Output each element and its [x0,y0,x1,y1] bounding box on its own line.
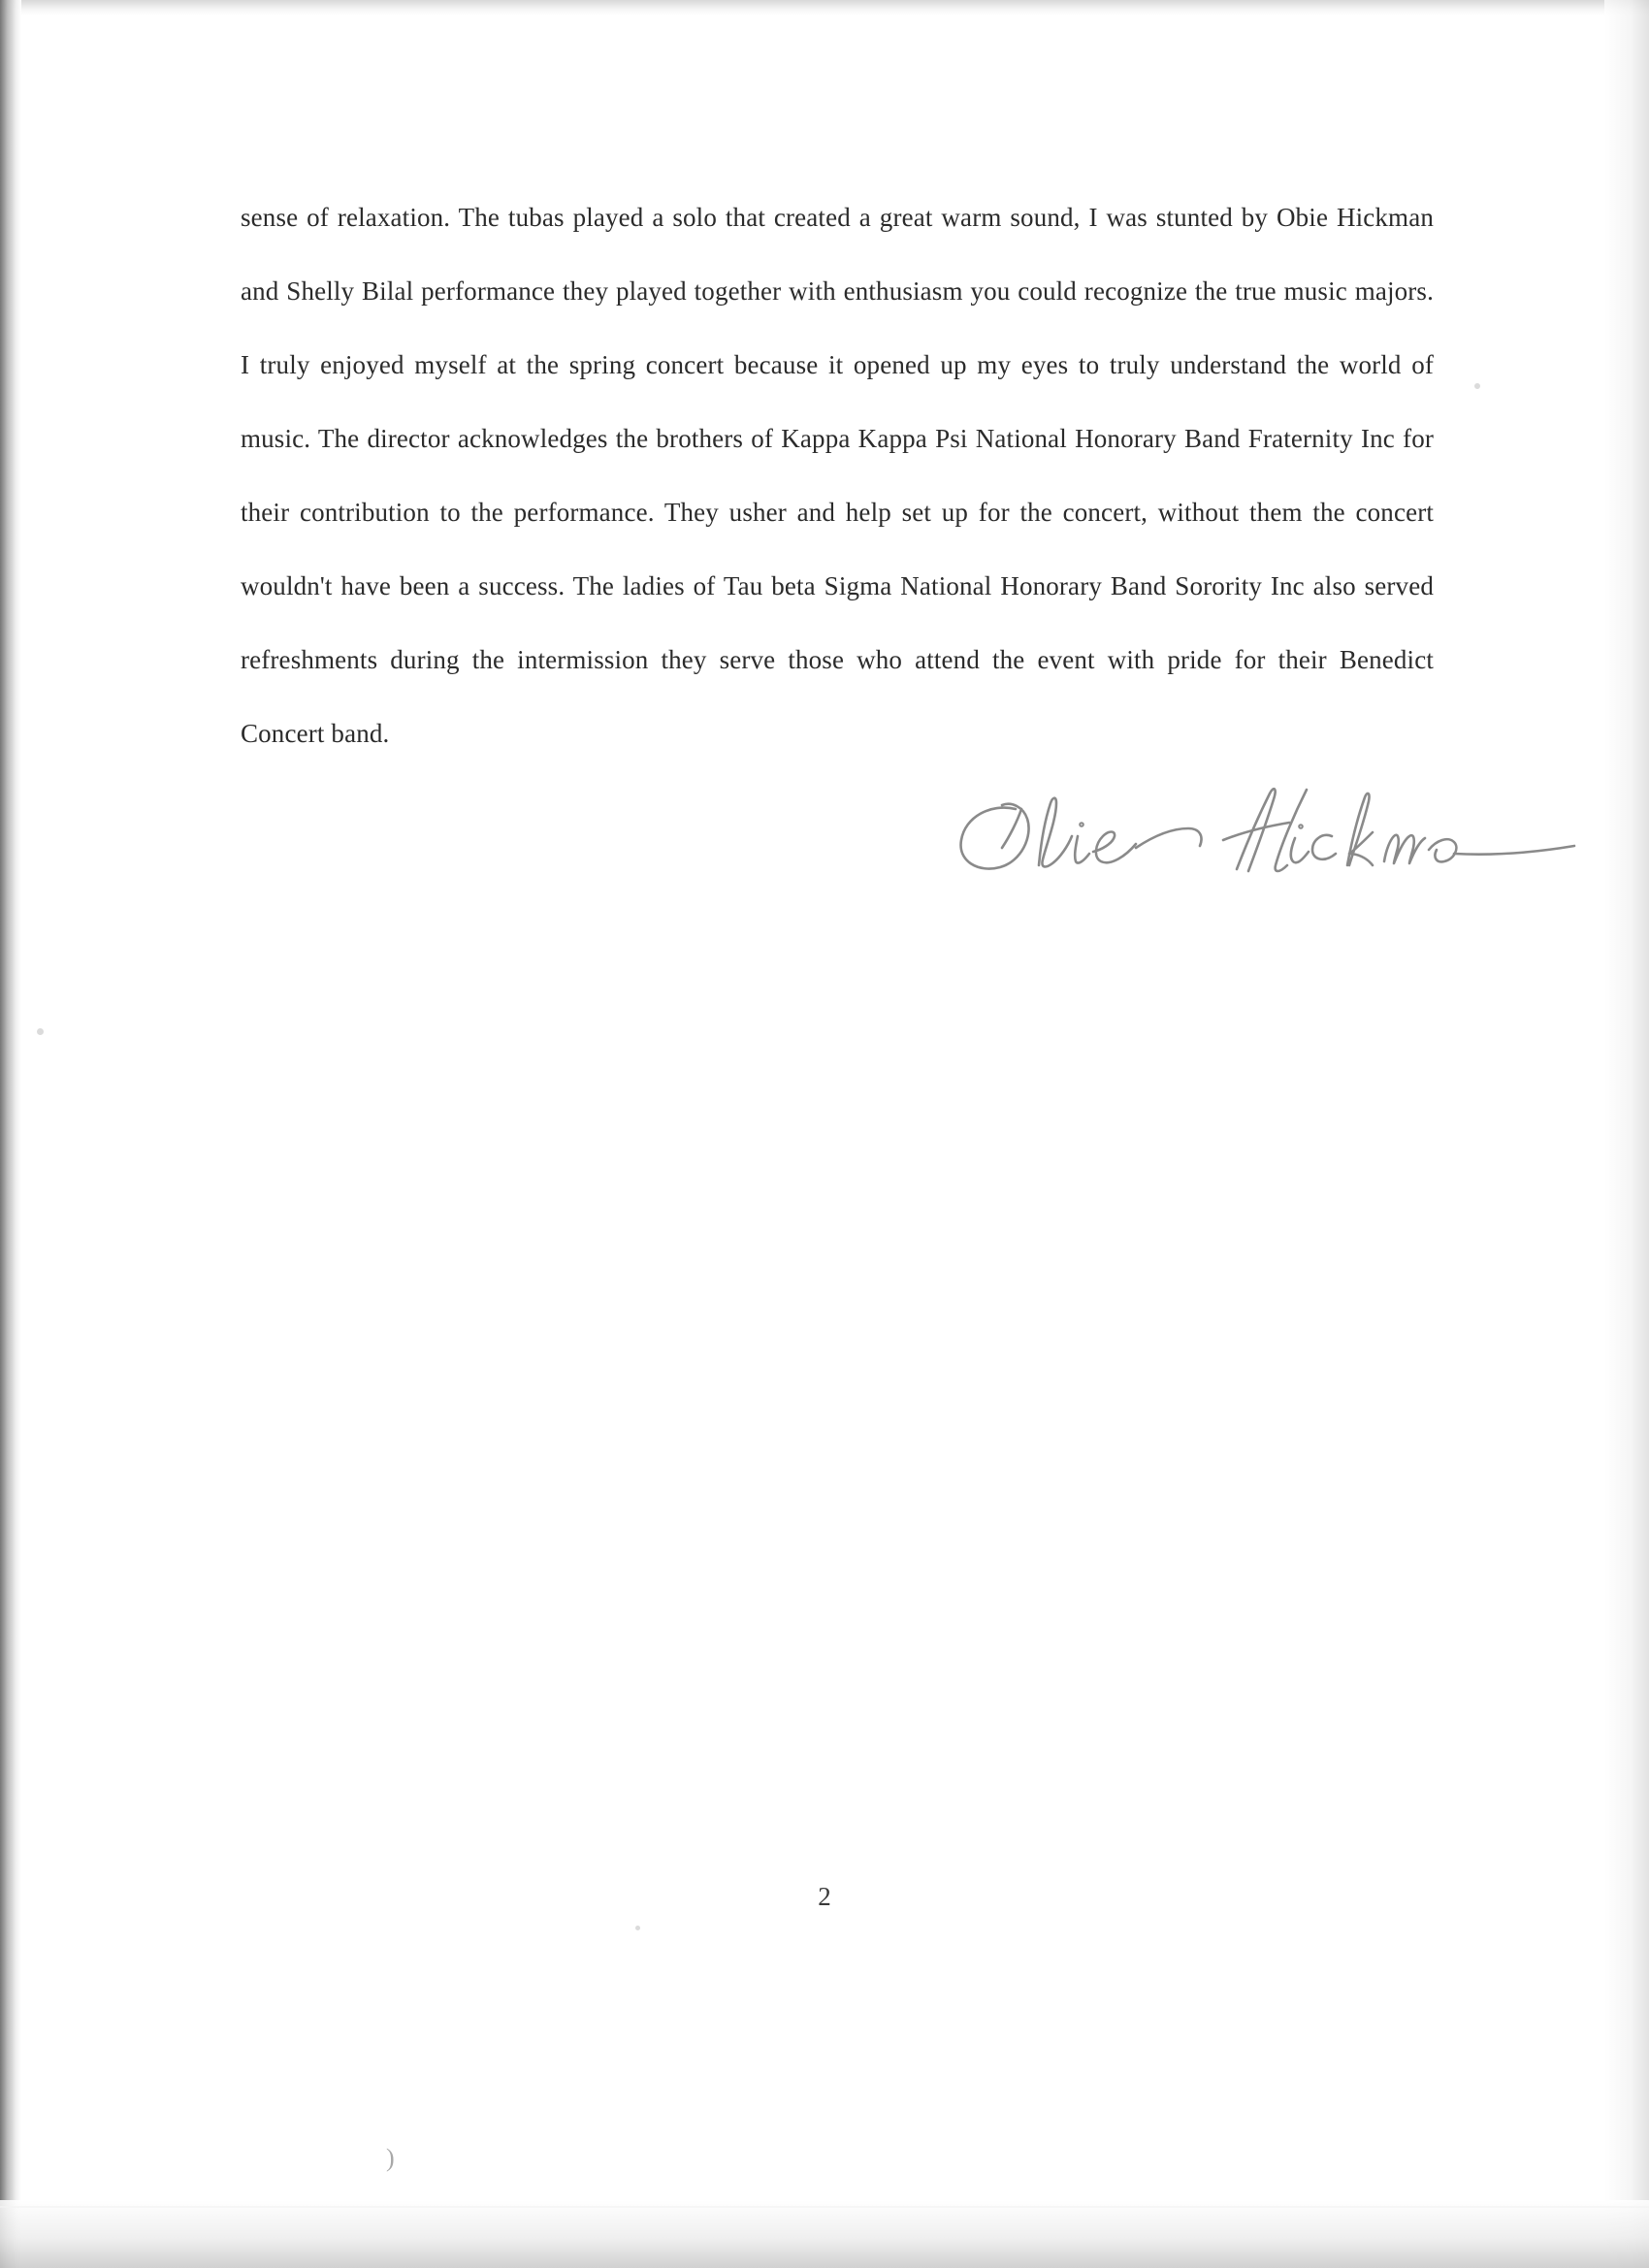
handwritten-signature [946,776,1625,912]
scan-speck [635,1926,640,1930]
page-number: 2 [818,1882,831,1911]
scan-edge-right [1604,0,1649,2268]
scan-speck [1474,383,1480,389]
scan-edge-top [0,0,1649,16]
scan-edge-bottom [0,2200,1649,2268]
scan-edge-left [0,0,21,2268]
stray-pen-mark: ) [386,2144,395,2172]
scan-speck [37,1028,44,1035]
paragraph-text: sense of relaxation. The tubas played a solo that created a great warm sound, I was stunted by Obie Hickman and Shelly Bilal performance they played together with enthusiasm you could recognize the true music majors. I truly enjoyed myself at the spring concert because it opened up my eyes to truly understand the world of music. The director acknowledges the brothers of Kappa Kappa Psi National Honorary Band Fraternity Inc for their contribution to the performance. They usher and help set up for the concert, without them the concert wouldn't have been a success. The ladies of Tau beta Sigma National Honorary Band Sorority Inc also served refreshments during the intermission they serve those who attend the event with pride for their Benedict Concert band. [241,203,1434,748]
document-body-paragraph [241,180,1434,770]
